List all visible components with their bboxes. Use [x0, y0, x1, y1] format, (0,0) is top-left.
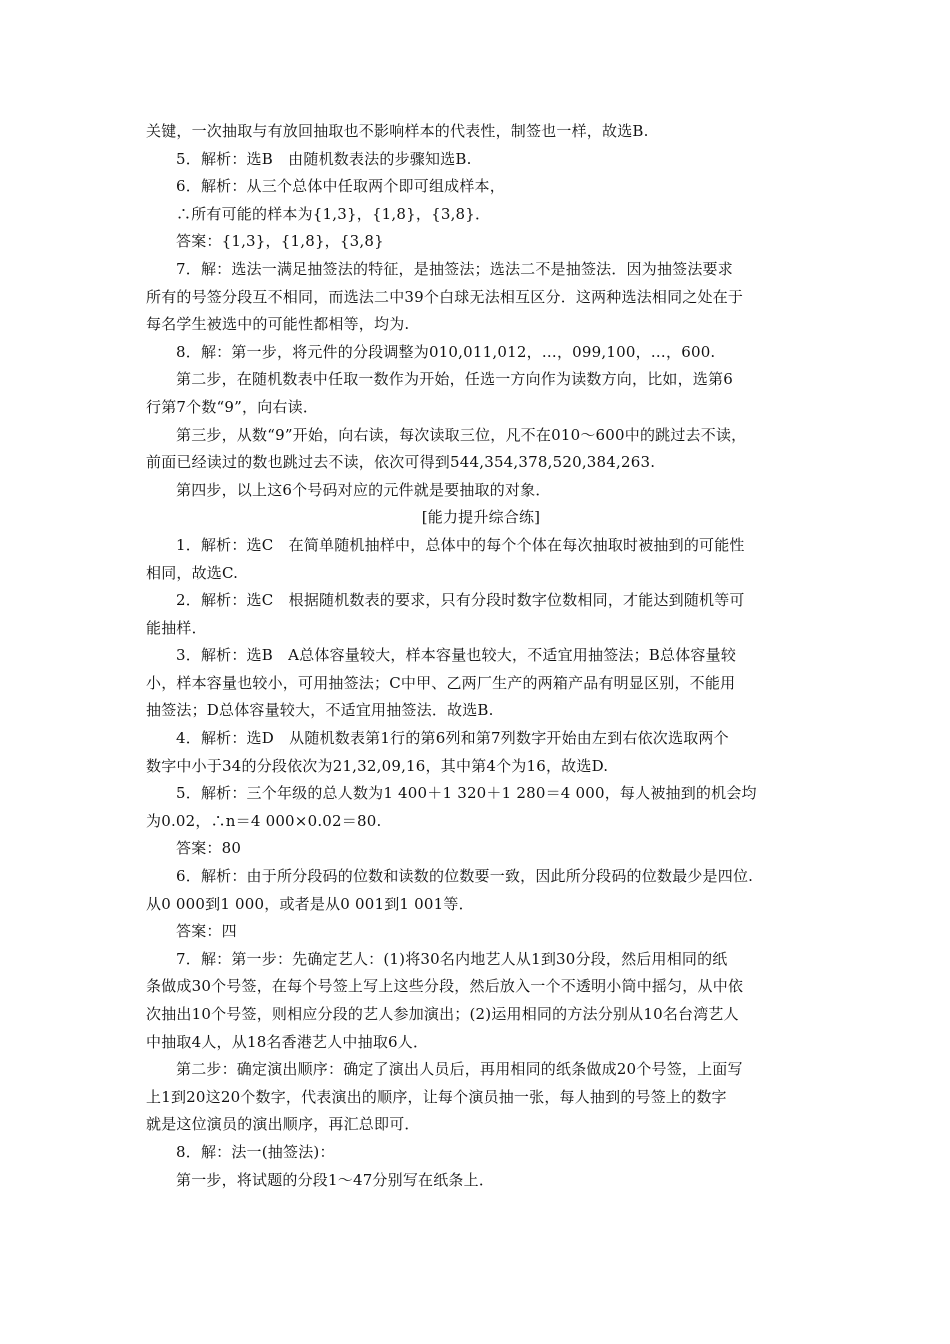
text-line: 4．解析：选D 从随机数表第1行的第6列和第7列数字开始由左到右依次选取两个 [176, 729, 729, 748]
text-line: 次抽出10个号签，则相应分段的艺人参加演出；(2)运用相同的方法分别从10名台湾艺人 [146, 1005, 739, 1023]
text-line: 6．解析：从三个总体中任取两个即可组成样本， [176, 177, 505, 196]
document-page [146, 118, 816, 1194]
text-line: 第四步，以上这6个号码对应的元件就是要抽取的对象． [176, 480, 551, 499]
text-line: 所有的号签分段互不相同，而选法二中39个白球无法相互区分．这两种选法相同之处在于 [146, 287, 744, 306]
text-line: 第三步，从数“9”开始，向右读，每次读取三位，凡不在010～600中的跳过去不读， [176, 425, 747, 444]
text-line: 第一步，将试题的分段1～47分别写在纸条上． [176, 1170, 495, 1189]
text-line: 前面已经读过的数也跳过去不读，依次可得到544,354,378,520,384,263. [146, 453, 656, 472]
text-line: 中抽取4人，从18名香港艺人中抽取6人． [146, 1032, 429, 1051]
text-line: 6．解析：由于所分段码的位数和读数的位数要一致，因此所分段码的位数最少是四位. [176, 867, 754, 886]
text-line: 抽签法；D总体容量较大，不适宜用抽签法．故选B. [146, 701, 494, 720]
text-line: 第二步，在随机数表中任取一数作为开始，任选一方向作为读数方向，比如，选第6 [176, 370, 733, 389]
text-line: 答案：四 [176, 922, 237, 941]
text-line: 上1到20这20个数字，代表演出的顺序，让每个演员抽一张，每人抽到的号签上的数字 [146, 1087, 727, 1106]
text-line: 就是这位演员的演出顺序，再汇总即可． [146, 1115, 420, 1134]
text-line: 从0 000到1 000，或者是从0 001到1 001等． [146, 894, 474, 913]
text-line: 答案：80 [176, 839, 242, 858]
text-line: 小，样本容量也较小，可用抽签法；C中甲、乙两厂生产的两箱产品有明显区别，不能用 [146, 673, 736, 692]
section-heading: [能力提升综合练] [421, 508, 541, 527]
text-line: 为0.02，∴n＝4 000×0.02＝80. [146, 811, 382, 830]
text-line: 关键，一次抽取与有放回抽取也不影响样本的代表性，制签也一样，故选B. [146, 122, 649, 140]
text-line: 2．解析：选C 根据随机数表的要求，只有分段时数字位数相同，才能达到随机等可 [176, 591, 745, 610]
text-line: 1．解析：选C 在简单随机抽样中，总体中的每个个体在每次抽取时被抽到的可能性 [176, 535, 745, 554]
text-line: 5．解析：三个年级的总人数为1 400＋1 320＋1 280＝4 000，每人被抽到的机会均 [176, 784, 757, 803]
text-line: 第二步：确定演出顺序：确定了演出人员后，再用相同的纸条做成20个号签，上面写 [176, 1060, 743, 1079]
text-line: 5．解析：选B 由随机数表法的步骤知选B. [176, 149, 472, 168]
text-line: 相同，故选C. [146, 563, 239, 582]
text-line: 能抽样． [146, 618, 207, 637]
text-line: 每名学生被选中的可能性都相等，均为. [146, 315, 410, 334]
text-line: 数字中小于34的分段依次为21,32,09,16，其中第4个为16，故选D. [146, 756, 609, 775]
text-line: 条做成30个号签，在每个号签上写上这些分段，然后放入一个不透明小筒中摇匀，从中依 [146, 977, 744, 996]
text-line: 7．解：第一步：先确定艺人：(1)将30名内地艺人从1到30分段，然后用相同的纸 [176, 949, 728, 968]
text-line: 答案：{1,3}，{1,8}，{3,8} [176, 232, 384, 251]
text-line: 8．解：第一步，将元件的分段调整为010,011,012，…，099,100，…，600. [176, 342, 716, 361]
text-line: 7．解：选法一满足抽签法的特征，是抽签法；选法二不是抽签法．因为抽签法要求 [176, 259, 733, 278]
text-line: 3．解析：选B A总体容量较大，样本容量也较大，不适宜用抽签法；B总体容量较 [176, 646, 737, 665]
text-line: 行第7个数“9”，向右读． [146, 397, 319, 416]
text-line: ∴所有可能的样本为{1,3}，{1,8}，{3,8}． [176, 204, 491, 223]
text-line: 8．解：法一(抽签法)： [176, 1142, 335, 1161]
